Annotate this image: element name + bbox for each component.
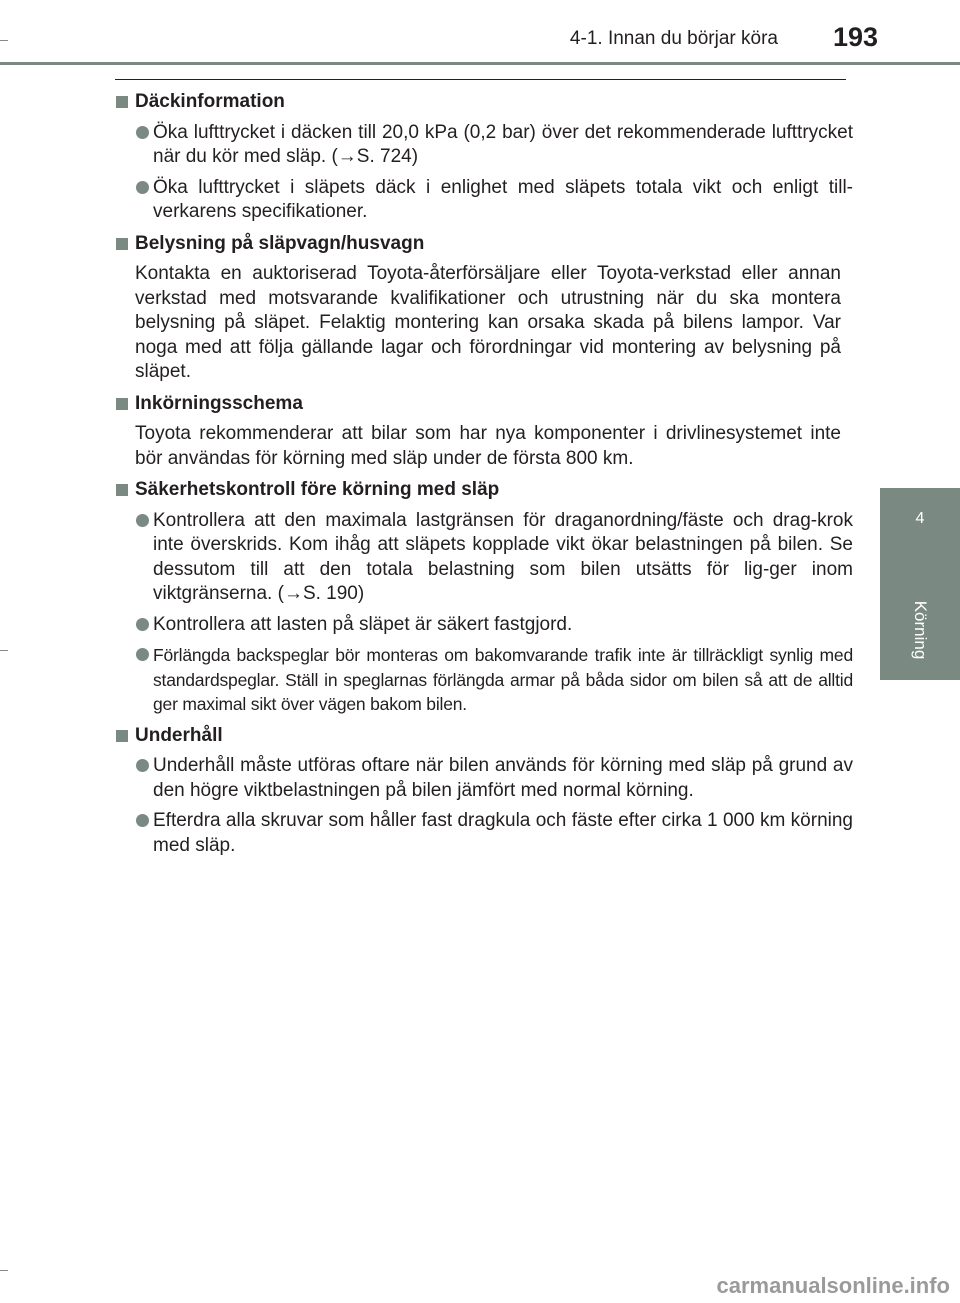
section-heading-text: Däckinformation — [135, 91, 285, 112]
section-heading — [115, 392, 853, 417]
list-item-text: Underhåll måste utföras oftare när bilen används för körning med släp på grund av den högre viktbelastningen på bilen jämfört med normal körning. — [153, 755, 853, 801]
list-item — [115, 754, 853, 803]
chapter-label: Körning — [911, 600, 930, 660]
section-heading-text: Underhåll — [135, 724, 223, 746]
section-heading — [115, 724, 853, 749]
section-heading — [115, 232, 853, 257]
circle-bullet-icon — [136, 514, 149, 527]
square-bullet-icon — [116, 96, 128, 108]
circle-bullet-icon — [136, 181, 149, 194]
list-item-text: Efterdra alla skruvar som håller fast dragkula och fäste efter cirka 1 000 km körning med släp. — [153, 810, 853, 856]
list-item-text: Kontrollera att lasten på släpet är säkert fastgjord. — [153, 613, 573, 635]
watermark: carmanualsonline.info — [716, 1273, 950, 1298]
section-heading-text: Säkerhetskontroll före körning med släp — [135, 479, 500, 500]
paragraph: Kontakta en auktoriserad Toyota-återförsäljare eller Toyota-verkstad eller annan verkstad med motsvarande kvalifikationer och utrustning när du ska montera belysning på släpet. Felaktig montering kan orsaka skada på bilens lampor. Var noga med att följa gällande lagar och förordningar vid montering av belysning på släpet. — [135, 263, 841, 382]
circle-bullet-icon — [136, 126, 149, 139]
paragraph: Toyota rekommenderar att bilar som har nya komponenter i drivlinesystemet inte bör användas för körning med släp under de första 800 km. — [135, 423, 841, 469]
list-item — [115, 613, 853, 638]
circle-bullet-icon — [136, 759, 149, 772]
list-item — [115, 809, 853, 858]
content-top-rule — [115, 79, 846, 80]
page-number: 193 — [832, 22, 878, 52]
square-bullet-icon — [116, 730, 128, 742]
crop-mark — [0, 650, 8, 651]
section-title: 4-1. Innan du börjar köra — [569, 28, 778, 49]
list-item — [115, 643, 853, 717]
section-heading-text: Belysning på släpvagn/husvagn — [135, 232, 425, 254]
list-item — [115, 509, 853, 607]
list-item-text: Öka lufttrycket i däcken till 20,0 kPa (0,2 bar) över det rekommenderade lufttrycket när du kör med släp. (→S. 724) — [153, 121, 853, 167]
list-item — [115, 121, 853, 170]
list-item-text: Kontrollera att den maximala lastgränsen för draganordning/fäste och drag-krok inte överskrids. Kom ihåg att släpets kopplade vikt ökar belastningen på bilen. Se dessutom till att den totala belastning som bilen utsätts för lig-ger inom viktgränserna. (→S. 190) — [153, 509, 853, 604]
crop-mark — [0, 40, 8, 41]
circle-bullet-icon — [136, 618, 149, 631]
list-item — [115, 176, 853, 225]
main-content — [115, 88, 853, 858]
square-bullet-icon — [116, 238, 128, 250]
list-item-text: Öka lufttrycket i släpets däck i enlighet med släpets totala vikt och enligt till-verkarens specifikationer. — [153, 176, 853, 222]
chapter-number: 4 — [915, 510, 925, 527]
square-bullet-icon — [116, 484, 128, 496]
crop-mark — [0, 1270, 8, 1271]
section-heading-text: Inkörningsschema — [135, 392, 303, 414]
square-bullet-icon — [116, 398, 128, 410]
circle-bullet-icon — [136, 814, 149, 827]
header-rule — [0, 62, 960, 65]
section-heading — [115, 478, 853, 503]
circle-bullet-icon — [136, 648, 149, 661]
list-item-text: Förlängda backspeglar bör monteras om bakomvarande trafik inte är tillräckligt synlig med standardspeglar. Ställ in speglarnas förlängda armar på båda sidor om bilen så att de alltid ger maximal sikt över vägen bakom bilen. — [153, 645, 853, 714]
section-heading — [115, 90, 853, 115]
